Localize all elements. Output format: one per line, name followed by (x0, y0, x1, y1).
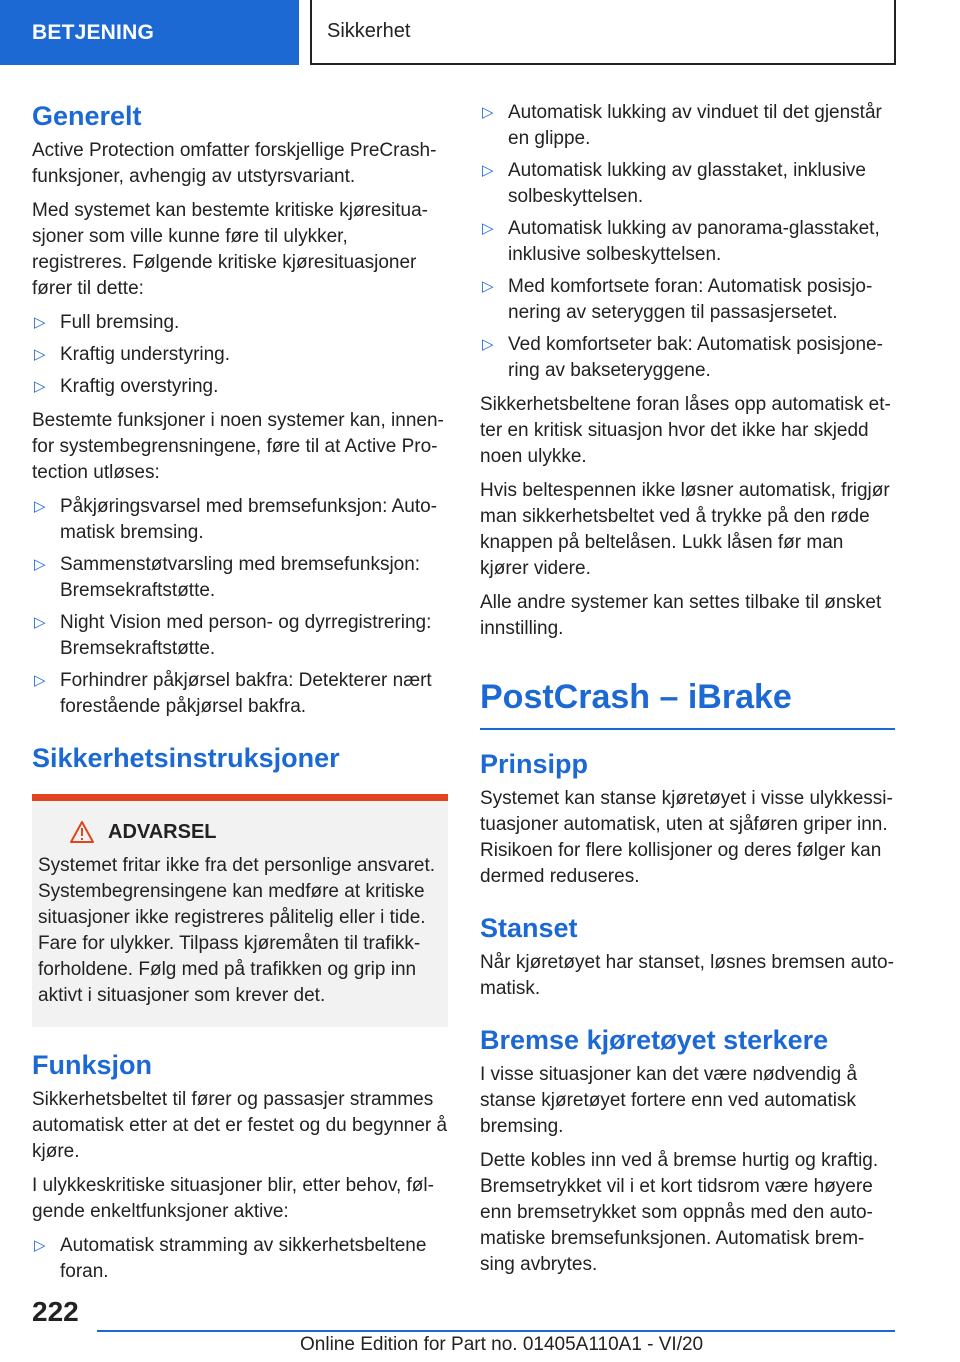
bullet-list (32, 494, 448, 720)
triangle-bullet-icon: ▷ (34, 672, 46, 689)
triangle-bullet-icon: ▷ (482, 220, 494, 237)
list-item: ▷ Automatisk stramming av sikkerhetsbeltene foran. (34, 1235, 427, 1282)
warning-text: Systemet fritar ikke fra det personlige ansvaret. Systembegrensingene kan medføre at kritiske situasjoner ikke registreres pålitelig eller i tide. Fare for ulykker. Tilpass kjøremåten til trafikk-forholdene. Følg med på trafikken og grip inn aktivt i situasjoner som krever det. (38, 855, 436, 1006)
bullet-list (32, 1233, 448, 1285)
footer-edition: Online Edition for Part no. 01405A110A1 - VI/20 (300, 1334, 704, 1355)
paragraph: Bestemte funksjoner i noen systemer kan, innen-for systembegrensningene, føre til at Active Pro-tection utløses: (32, 410, 444, 483)
list-item: ▷ Night Vision med person- og dyrregistrering: Bremsekraftstøtte. (34, 612, 432, 659)
section-tab[interactable] (0, 0, 299, 65)
triangle-bullet-icon: ▷ (34, 346, 46, 363)
bullet-list (32, 310, 448, 400)
paragraph: I visse situasjoner kan det være nødvendig å stanse kjøretøyet fortere enn ved automatisk bremsing. (480, 1064, 858, 1137)
warning-label: ADVARSEL (108, 821, 217, 843)
chapter-tab-label: Sikkerhet (327, 20, 411, 42)
list-item: ▷ Full bremsing. (32, 310, 448, 336)
triangle-bullet-icon: ▷ (482, 162, 494, 179)
list-item: ▷ Automatisk lukking av panorama-glasstaket, inklusive solbeskyttelsen. (482, 218, 880, 265)
right-column (480, 100, 895, 1286)
triangle-bullet-icon: ▷ (482, 278, 494, 295)
paragraph: Hvis beltespennen ikke løsner automatisk, frigjør man sikkerhetsbeltet ved å trykke på den røde knappen på beltelåsen. Lukk låsen før man kjører videre. (480, 480, 890, 579)
page-number: 222 (32, 1296, 79, 1327)
list-item: ▷ Automatisk lukking av vinduet til det gjenstår en glippe. (482, 102, 882, 149)
heading-generelt: Generelt (32, 101, 142, 131)
triangle-bullet-icon: ▷ (34, 378, 46, 395)
list-item: ▷ Automatisk lukking av glasstaket, inklusive solbeskyttelsen. (482, 160, 866, 207)
heading-prinsipp: Prinsipp (480, 749, 589, 779)
paragraph: Systemet kan stanse kjøretøyet i visse ulykkessi-tuasjoner automatisk, uten at sjåføren griper inn. Risikoen for flere kollisjoner og deres følger kan dermed reduseres. (480, 788, 893, 887)
heading-postcrash: PostCrash – iBrake (480, 660, 895, 730)
bullet-list (480, 100, 895, 384)
heading-stanset: Stanset (480, 913, 578, 943)
section-tab-label: BETJENING (32, 20, 154, 44)
list-item: ▷ Sammenstøtvarsling med bremsefunksjon: Bremsekraftstøtte. (34, 554, 421, 601)
warning-header (74, 819, 438, 845)
heading-funksjon: Funksjon (32, 1050, 152, 1080)
paragraph: Active Protection omfatter forskjellige PreCrash-funksjoner, avhengig av utstyrsvariant. (32, 140, 437, 187)
list-item: ▷ Ved komfortseter bak: Automatisk posisjone-ring av bakseteryggene. (482, 334, 883, 381)
list-item: ▷ Med komfortsete foran: Automatisk posisjo-nering av seteryggen til passasjersetet. (482, 276, 873, 323)
heading-bremse: Bremse kjøretøyet sterkere (480, 1025, 829, 1055)
paragraph: Dette kobles inn ved å bremse hurtig og kraftig. Bremsetrykket vil i et kort tidsrom være høyere enn bremsetrykket som oppnås med den auto-matiske bremsefunksjonen. Automatisk brem-sing avbrytes. (480, 1150, 879, 1275)
list-item: ▷ Kraftig overstyring. (32, 374, 448, 400)
paragraph: Sikkerhetsbeltet til fører og passasjer strammes automatisk etter at det er festet og du begynner å kjøre. (32, 1089, 448, 1162)
triangle-bullet-icon: ▷ (482, 336, 494, 353)
heading-sikkerhetsinstruksjoner: Sikkerhetsinstruksjoner (32, 743, 340, 773)
left-column (32, 100, 448, 1293)
paragraph: I ulykkeskritiske situasjoner blir, etter behov, føl-gende enkeltfunksjoner aktive: (32, 1175, 434, 1222)
triangle-bullet-icon: ▷ (482, 104, 494, 121)
paragraph: Når kjøretøyet har stanset, løsnes bremsen auto-matisk. (480, 952, 894, 999)
triangle-bullet-icon: ▷ (34, 614, 46, 631)
list-item: ▷ Kraftig understyring. (32, 342, 448, 368)
triangle-bullet-icon: ▷ (34, 314, 46, 331)
warning-box (32, 794, 448, 1027)
footer-divider (97, 1330, 895, 1332)
warning-triangle-icon (70, 821, 94, 843)
list-item: ▷ Forhindrer påkjørsel bakfra: Detekterer nært forestående påkjørsel bakfra. (34, 670, 432, 717)
triangle-bullet-icon: ▷ (34, 1237, 46, 1254)
list-item: ▷ Påkjøringsvarsel med bremsefunksjon: Auto-matisk bremsing. (34, 496, 437, 543)
paragraph: Sikkerhetsbeltene foran låses opp automatisk et-ter en kritisk situasjon hvor det ikke har skjedd noen ulykke. (480, 394, 891, 467)
paragraph: Med systemet kan bestemte kritiske kjøresitua-sjoner som ville kunne føre til ulykker, registreres. Følgende kritiske kjøresituasjoner fører til dette: (32, 200, 428, 299)
triangle-bullet-icon: ▷ (34, 498, 46, 515)
chapter-tab[interactable] (310, 0, 896, 65)
paragraph: Alle andre systemer kan settes tilbake til ønsket innstilling. (480, 592, 882, 639)
triangle-bullet-icon: ▷ (34, 556, 46, 573)
